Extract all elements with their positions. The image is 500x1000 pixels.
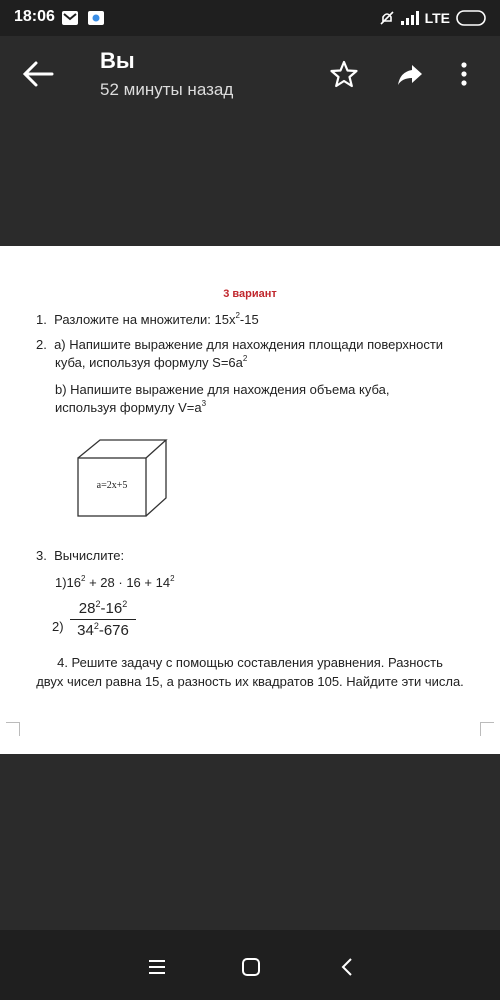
question-3: 3. Вычислите: (36, 548, 125, 563)
lte-badge: LTE (424, 10, 450, 26)
share-icon[interactable] (396, 60, 424, 88)
more-icon[interactable] (456, 60, 472, 88)
question-2a-line1: 2. a) Напишите выражение для нахождения площади поверхности (36, 337, 444, 352)
question-3-expr1: $1)16^2 + 28 \cdot 16 + 14^2$ (55, 574, 175, 590)
star-icon[interactable] (330, 60, 358, 88)
cube-diagram (76, 438, 168, 520)
page-corner-left (6, 722, 20, 736)
question-2b-line1: b) Напишите выражение для нахождения объема куба, (55, 382, 390, 397)
app-notification-icon (88, 11, 104, 25)
nav-bar (0, 930, 500, 1000)
question-3-expr2-prefix: 2) (52, 619, 64, 634)
battery-icon (456, 10, 486, 26)
question-3-fraction (70, 600, 136, 639)
app-bar (0, 36, 500, 246)
mute-icon (379, 10, 395, 26)
page-title: Вы (100, 48, 135, 73)
question-2b-line2: используя формулу $V=a^3$ (55, 399, 207, 415)
status-time: 18:06 (14, 8, 55, 25)
cube-label: a=2x+5 (96, 480, 128, 491)
menu-icon[interactable] (146, 956, 168, 978)
fraction-numerator: $28^2-16^2$ (70, 600, 136, 620)
title-block (100, 48, 233, 100)
fraction-denominator: $34^2-676$ (77, 621, 129, 639)
mail-icon (62, 11, 78, 25)
page-corner-right (480, 722, 494, 736)
status-bar (0, 0, 500, 36)
variant-title: 3 вариант (223, 288, 277, 300)
signal-icon (401, 11, 419, 25)
document-image (0, 246, 500, 754)
home-icon[interactable] (240, 956, 262, 978)
question-4-line1: 4. Решите задачу с помощью составления уравнения. Разность (57, 655, 443, 670)
question-2a-line2: куба, используя формулу $S=6a^2$ (55, 354, 248, 370)
back-arrow-icon[interactable] (22, 60, 54, 88)
page-subtitle: 52 минуты назад (100, 80, 234, 99)
question-1: 1. Разложите на множители: $15x^2-15$ (36, 311, 259, 327)
back-icon[interactable] (336, 956, 358, 978)
question-4-line2: двух чисел равна 15, а разность их квадратов 105. Найдите эти числа. (36, 674, 464, 689)
